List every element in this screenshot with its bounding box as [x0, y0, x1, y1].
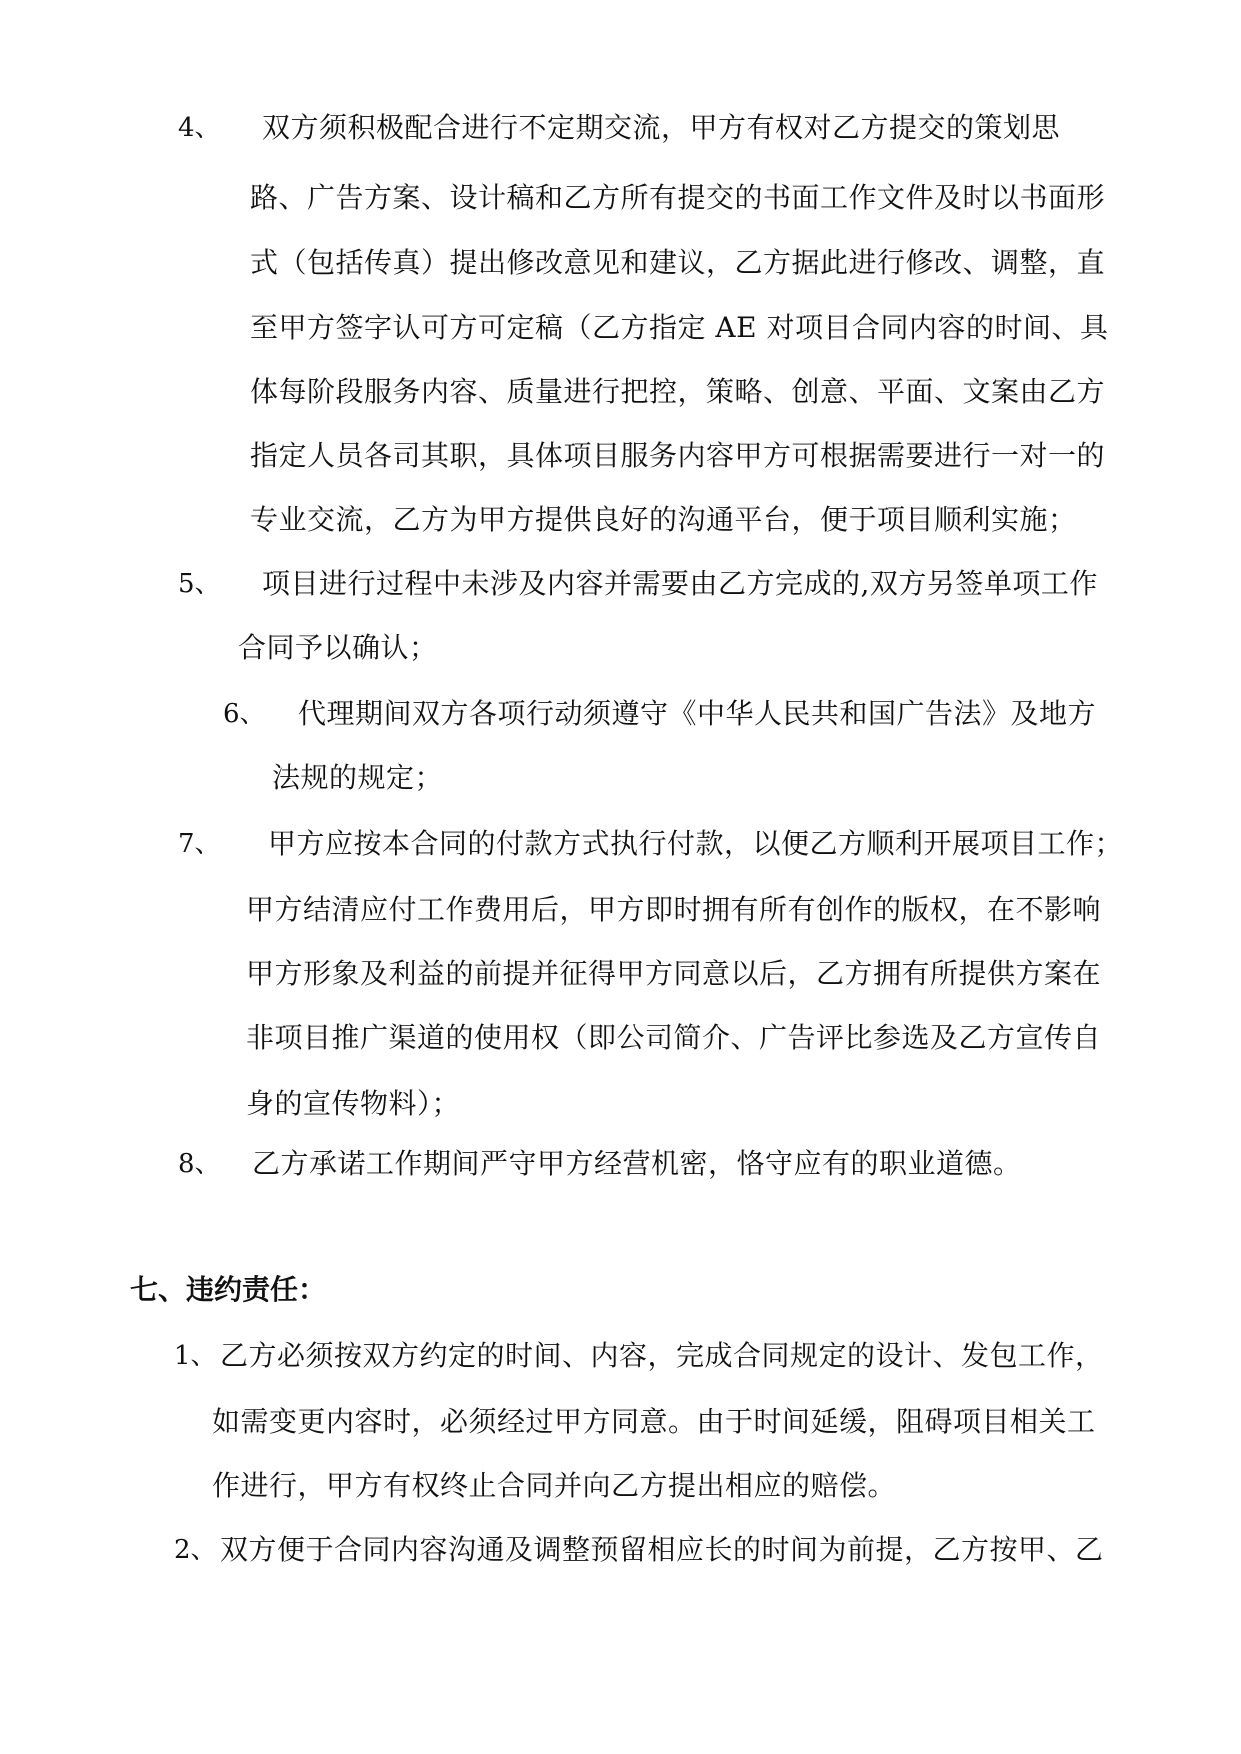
clause-number: 5、 [178, 569, 221, 599]
clause-line: 甲方应按本合同的付款方式执行付款，以便乙方顺利开展项目工作； [268, 827, 1124, 860]
clause-line: 甲方结清应付工作费用后，甲方即时拥有所有创作的版权，在不影响 [246, 893, 1102, 926]
clause-line: 法规的规定； [272, 761, 444, 794]
clause-line: 体每阶段服务内容、质量进行把控，策略、创意、平面、文案由乙方 [250, 375, 1106, 408]
clause-number: 7、 [178, 829, 221, 859]
clause-line: 路、广告方案、设计稿和乙方所有提交的书面工作文件及时以书面形 [250, 181, 1106, 214]
clause-line: 双方须积极配合进行不定期交流，甲方有权对乙方提交的策划思 [262, 111, 1061, 144]
clause-line: 指定人员各司其职，具体项目服务内容甲方可根据需要进行一对一的 [250, 439, 1106, 472]
item-line: 如需变更内容时，必须经过甲方同意。由于时间延缓，阻碍项目相关工 [212, 1405, 1096, 1438]
item-number: 2、 [174, 1535, 217, 1565]
clause-line: 身的宣传物料）； [246, 1087, 461, 1120]
clause-number: 4、 [178, 113, 221, 143]
clause-line: 专业交流，乙方为甲方提供良好的沟通平台，便于项目顺利实施； [250, 503, 1077, 536]
clause-line: 至甲方签字认可方可定稿（乙方指定 AE 对项目合同内容的时间、具 [250, 311, 1109, 344]
item-number: 1、 [174, 1341, 217, 1371]
clause-line: 合同予以确认； [238, 631, 438, 664]
clause-line: 非项目推广渠道的使用权（即公司简介、广告评比参选及乙方宣传自 [246, 1021, 1102, 1054]
clause-line: 代理期间双方各项行动须遵守《中华人民共和国广告法》及地方 [298, 697, 1097, 730]
clause-number: 8、 [178, 1149, 221, 1179]
item-line: 乙方必须按双方约定的时间、内容，完成合同规定的设计、发包工作， [220, 1339, 1104, 1372]
clause-line: 项目进行过程中未涉及内容并需要由乙方完成的,双方另签单项工作 [262, 567, 1098, 600]
clause-line: 乙方承诺工作期间严守甲方经营机密，恪守应有的职业道德。 [252, 1147, 1022, 1180]
clause-line: 甲方形象及利益的前提并征得甲方同意以后，乙方拥有所提供方案在 [246, 957, 1102, 990]
section-heading: 七、违约责任： [130, 1273, 327, 1306]
clause-line: 式（包括传真）提出修改意见和建议，乙方据此进行修改、调整，直 [250, 246, 1106, 279]
clause-number: 6、 [223, 699, 266, 729]
item-line: 作进行，甲方有权终止合同并向乙方提出相应的赔偿。 [212, 1469, 897, 1502]
item-line: 双方便于合同内容沟通及调整预留相应长的时间为前提，乙方按甲、乙 [220, 1533, 1104, 1566]
